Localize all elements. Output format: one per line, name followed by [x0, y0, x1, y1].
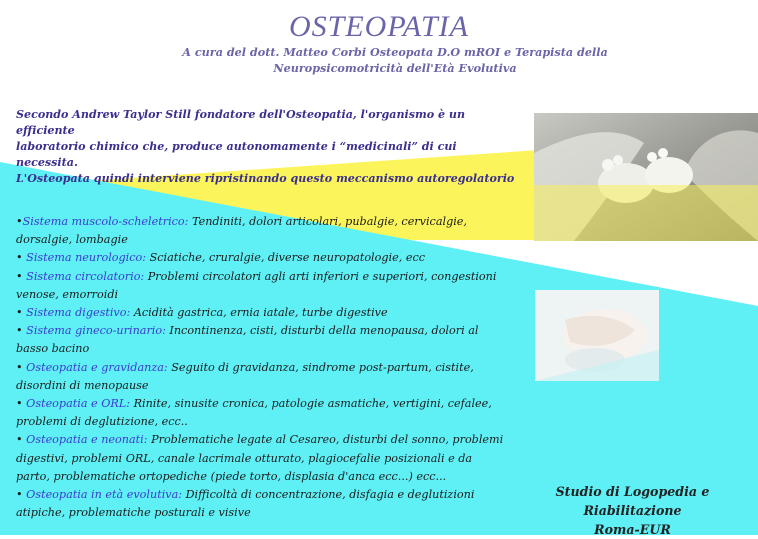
item-category: Sistema gineco-urinario:: [26, 324, 166, 338]
bullet: •: [16, 215, 23, 228]
bullet: •: [16, 306, 27, 320]
item-category: Sistema muscolo-scheletrico:: [22, 215, 189, 228]
list-item: [16, 304, 504, 322]
author-line-2: Neuropsicomotricità dell'Età Evolutiva: [273, 61, 517, 75]
item-text: Seguito di gravidanza, sindrome post-partum, cistite, disordini di menopause: [16, 360, 474, 392]
item-text: Tendiniti, dolori articolari, pubalgie, cervicalgie, dorsalgie, lombagie: [16, 215, 467, 247]
list-item: [16, 322, 504, 358]
hands-treatment-photo: [535, 290, 659, 381]
intro-line-3: L'Osteopata quindi interviene ripristinando questo meccanismo autoregolatorio: [16, 172, 515, 185]
item-text: Incontinenza, cisti, disturbi della menopausa, dolori al basso bacino: [16, 324, 479, 356]
list-item: [16, 249, 504, 267]
bullet: •: [16, 269, 27, 283]
item-category: Osteopatia e gravidanza:: [26, 360, 168, 374]
list-item: [16, 431, 504, 486]
list-item: [16, 213, 504, 249]
bullet: •: [16, 433, 27, 447]
list-item: [16, 486, 504, 522]
bullet: •: [16, 488, 27, 502]
item-category: Sistema digestivo:: [26, 306, 131, 320]
bullet: •: [16, 397, 27, 411]
item-text: Rinite, sinusite cronica, patologie asmatiche, vertigini, cefalee, problemi di deglutizione, ecc..: [16, 397, 492, 429]
item-text: Difficoltà di concentrazione, disfagia e deglutizioni atipiche, problematiche posturali e visive: [16, 488, 475, 520]
author-credit: [160, 44, 630, 76]
intro-line-2: laboratorio chimico che, produce autonomamente i “medicinali” di cui necessita.: [16, 140, 457, 169]
item-text: Problemi circolatori agli arti inferiori e superiori, congestioni venose, emorroidi: [16, 269, 497, 301]
bullet: •: [16, 360, 27, 374]
item-category: Sistema neurologico:: [26, 251, 147, 265]
intro-line-1: Secondo Andrew Taylor Still fondatore dell'Osteopatia, l'organismo è un efficiente: [16, 108, 466, 137]
item-category: Osteopatia in età evolutiva:: [26, 488, 183, 502]
bullet: •: [16, 251, 27, 265]
item-category: Osteopatia e ORL:: [26, 397, 131, 411]
studio-footer: [510, 482, 755, 539]
page-title: OSTEOPATIA: [288, 10, 469, 43]
list-item: [16, 359, 504, 395]
treatment-list: [16, 213, 504, 522]
list-item: [16, 395, 504, 431]
bullet: •: [16, 324, 27, 338]
item-text: Problematiche legate al Cesareo, disturbi del sonno, problemi digestivi, problemi ORL, canale lacrimale otturato, plagiocefalie posizionali e da parto, problematiche ortopediche (piede torto, displasia d'anca ecc...) ecc...: [16, 433, 504, 483]
intro-paragraph: [16, 107, 516, 187]
item-text: Sciatiche, cruralgie, diverse neuropatologie, ecc: [146, 251, 425, 265]
studio-location: Roma-EUR: [594, 522, 671, 537]
item-category: Osteopatia e neonati:: [26, 433, 148, 447]
list-item: [16, 268, 504, 304]
baby-feet-photo: [534, 113, 758, 241]
item-text: Acidità gastrica, ernia iatale, turbe digestive: [130, 306, 388, 320]
author-line-1: A cura del dott. Matteo Corbi Osteopata D.O mROI e Terapista della: [182, 45, 608, 59]
studio-name: Studio di Logopedia e Riabilitazione: [555, 484, 710, 518]
item-category: Sistema circolatorio:: [26, 269, 145, 283]
